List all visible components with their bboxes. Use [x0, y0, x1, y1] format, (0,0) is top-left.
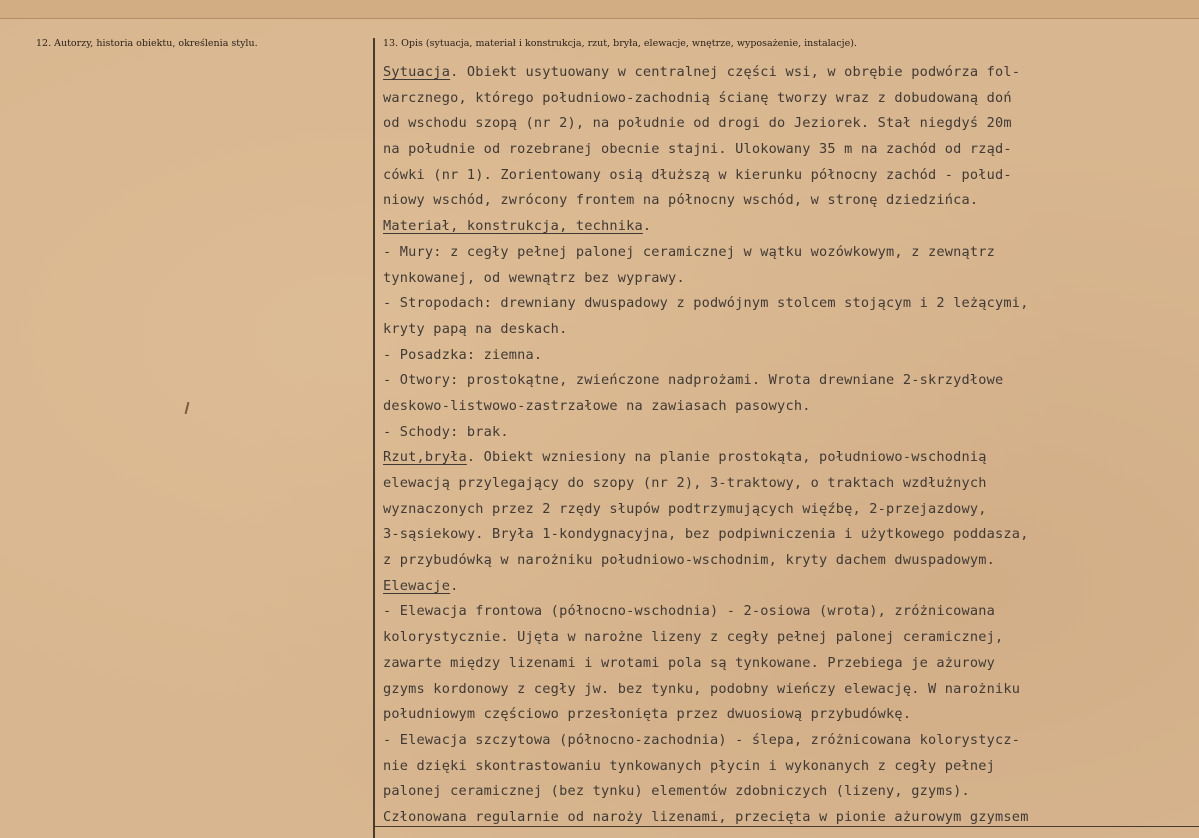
line-text: gzyms kordonowy z cegły jw. bez tynku, podobny wieńczy elewację. W narożniku: [383, 680, 1021, 697]
text-line: [383, 805, 1195, 831]
text-line: [383, 291, 1195, 317]
line-text: . Obiekt usytuowany w centralnej części wsi, w obrębie podwórza fol-: [450, 64, 1021, 80]
text-line: [383, 599, 1195, 625]
line-text: .: [642, 218, 652, 235]
line-text: warcznego, którego południowo-zachodnią ścianę tworzy wraz z dobudowaną doń: [383, 89, 1012, 106]
line-text: 3-sąsiekowy. Bryła 1-kondygnacyjna, bez podpiwniczenia i użytkowego poddasza,: [383, 526, 1029, 543]
text-line: [383, 625, 1195, 651]
line-text: . Obiekt wzniesiony na planie prostokąta, południowo-wschodnią: [466, 449, 987, 466]
text-line: [383, 188, 1195, 214]
line-text: - Otwory: prostokątne, zwieńczone nadprożami. Wrota drewniane 2-skrzydłowe: [383, 372, 1004, 389]
line-text: .: [450, 577, 459, 594]
text-line: [383, 86, 1195, 112]
text-line: [383, 137, 1195, 163]
line-text: niowy wschód, zwrócony frontem na północny wschód, w stronę dziedzińca.: [383, 192, 979, 209]
text-line: [383, 317, 1195, 343]
line-text: - Schody: brak.: [383, 423, 509, 440]
text-line: [383, 394, 1195, 420]
line-text: południowym częściowo przesłonięta przez dwuosiową przybudówkę.: [383, 706, 912, 723]
line-text: elewacją przylegający do szopy (nr 2), 3-traktowy, o traktach wzdłużnych: [383, 475, 987, 491]
column-divider: [373, 38, 375, 838]
line-text: deskowo-listwowo-zastrzałowe na zawiasach pasowych.: [383, 397, 811, 414]
text-line: [383, 548, 1195, 574]
line-text: tynkowanej, od wewnątrz bez wyprawy.: [383, 269, 685, 286]
line-text: - Posadzka: ziemna.: [383, 346, 543, 363]
line-text: - Elewacja szczytowa (północno-zachodnia) - ślepa, zróżnicowana kolorystycz-: [383, 731, 1021, 748]
text-line: [383, 651, 1195, 677]
text-line: [383, 471, 1195, 497]
text-line: [383, 497, 1195, 523]
field-13-label: 13. Opis (sytuacja, materiał i konstrukcja, rzut, bryła, elewacje, wnętrze, wyposażenie, instalacje).: [383, 38, 857, 49]
description-text: [383, 60, 1195, 831]
line-text: - Elewacja frontowa (północno-wschodnia) - 2-osiowa (wrota), zróżnicowana: [383, 603, 996, 620]
text-line: [383, 60, 1195, 86]
section-heading: Elewacje: [383, 577, 451, 594]
text-line: [383, 240, 1195, 266]
section-heading: Materiał, konstrukcja, technika: [383, 218, 643, 235]
text-line: [383, 779, 1195, 805]
text-line: [383, 445, 1195, 471]
text-line: [383, 574, 1195, 600]
field-12-label: 12. Autorzy, historia obiektu, określenia stylu.: [36, 38, 258, 49]
text-line: [383, 728, 1195, 754]
line-text: palonej ceramicznej (bez tynku) elementów zdobniczych (lizeny, gzyms).: [383, 783, 970, 800]
text-line: [383, 343, 1195, 369]
line-text: na południe od rozebranej obecnie stajni. Ulokowany 35 m na zachód od rząd-: [383, 141, 1012, 158]
line-text: kolorystycznie. Ujęta w narożne lizeny z cegły pełnej palonej ceramicznej,: [383, 629, 1004, 646]
line-text: z przybudówką w narożniku południowo-wschodnim, kryty dachem dwuspadowym.: [383, 552, 996, 569]
line-text: cówki (nr 1). Zorientowany osią dłuższą w kierunku północny zachód - połud-: [383, 166, 1012, 183]
text-line: [383, 677, 1195, 703]
text-line: [383, 368, 1195, 394]
text-line: [383, 214, 1195, 240]
sheet-top-edge: [0, 0, 1199, 19]
pen-mark: [185, 402, 190, 414]
line-text: Członowana regularnie od naroży lizenami, przecięta w pionie ażurowym gzymsem: [383, 808, 1029, 825]
text-line: [383, 522, 1195, 548]
line-text: nie dzięki skontrastowaniu tynkowanych płycin i wykonanych z cegły pełnej: [383, 757, 996, 774]
line-text: - Stropodach: drewniany dwuspadowy z podwójnym stolcem stojącym i 2 leżącymi,: [383, 295, 1029, 312]
text-line: [383, 163, 1195, 189]
line-text: wyznaczonych przez 2 rzędy słupów podtrzymujących więźbę, 2-przejazdowy,: [383, 500, 987, 517]
line-text: kryty papą na deskach.: [383, 320, 568, 337]
line-text: od wschodu szopą (nr 2), na południe od drogi do Jeziorek. Stał niegdyś 20m: [383, 115, 1012, 132]
line-text: - Mury: z cegły pełnej palonej ceramicznej w wątku wozówkowym, z zewnątrz: [383, 243, 996, 260]
section-heading: Rzut,bryła: [383, 449, 467, 466]
line-text: zawarte między lizenami i wrotami pola są tynkowane. Przebiega je ażurowy: [383, 654, 996, 671]
section-heading: Sytuacja: [383, 64, 451, 80]
text-line: [383, 420, 1195, 446]
text-line: [383, 702, 1195, 728]
text-line: [383, 266, 1195, 292]
text-line: [383, 754, 1195, 780]
text-line: [383, 111, 1195, 137]
